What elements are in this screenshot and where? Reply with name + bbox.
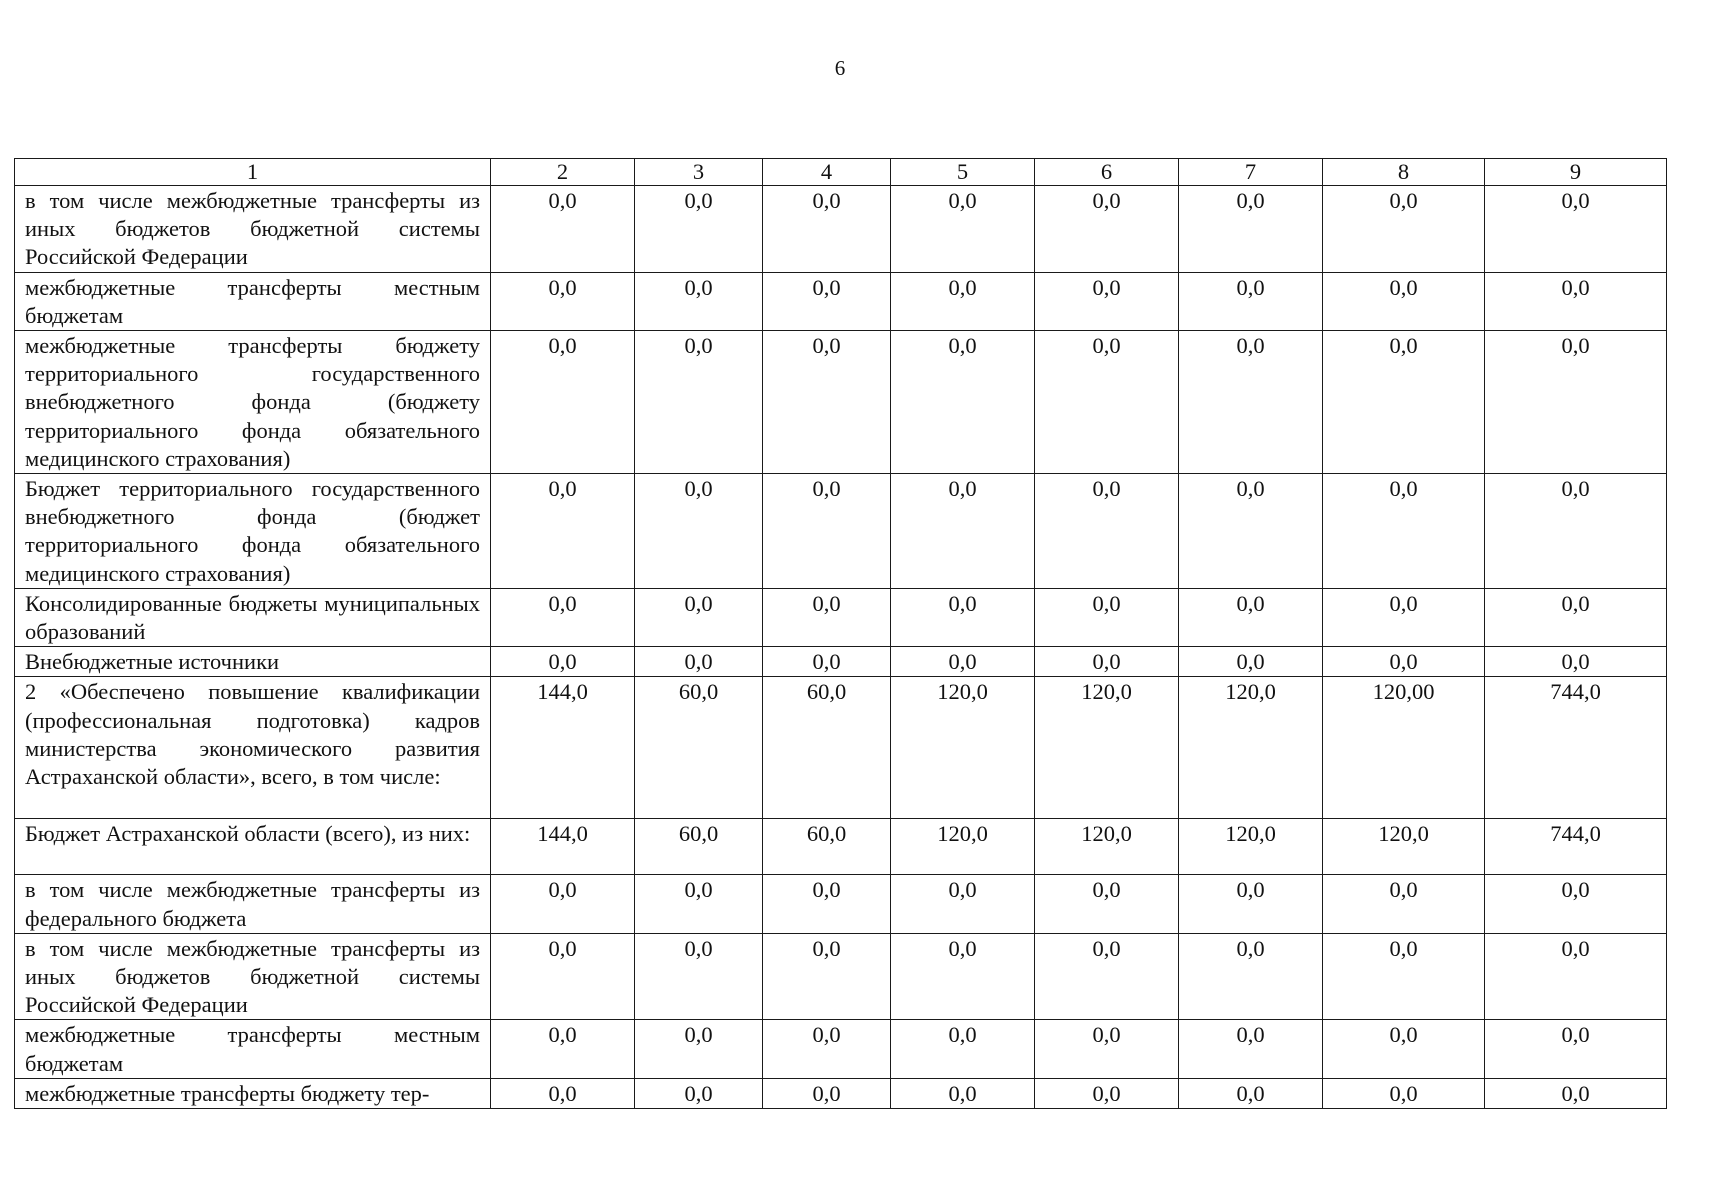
row-value-col-9: 0,0: [1485, 647, 1667, 677]
row-value-col-6: 0,0: [1035, 474, 1179, 589]
row-value-col-4: 0,0: [763, 1020, 891, 1078]
row-value-col-5: 120,0: [891, 677, 1035, 819]
row-value-col-5: 0,0: [891, 272, 1035, 330]
table-row: [15, 1078, 1667, 1108]
row-value-col-7: 0,0: [1179, 186, 1323, 273]
row-value-col-8: 0,0: [1323, 588, 1485, 646]
row-value-col-5: 0,0: [891, 331, 1035, 474]
row-value-col-5: 0,0: [891, 474, 1035, 589]
row-label: межбюджетные трансферты бюджету тер-: [15, 1078, 491, 1108]
row-value-col-5: 0,0: [891, 186, 1035, 273]
row-label: межбюджетные трансферты местным бюджетам: [15, 272, 491, 330]
row-value-col-3: 0,0: [635, 1020, 763, 1078]
row-value-col-2: 0,0: [491, 331, 635, 474]
row-value-col-2: 0,0: [491, 588, 635, 646]
row-label: межбюджетные трансферты бюджету территориального государственного внебюджетного фонда (бюджету территориального фонда обязательного медицинского страхования): [15, 331, 491, 474]
row-value-col-7: 0,0: [1179, 933, 1323, 1020]
row-value-col-8: 0,0: [1323, 474, 1485, 589]
table-row: [15, 272, 1667, 330]
row-value-col-8: 0,0: [1323, 272, 1485, 330]
budget-table: [14, 158, 1667, 1109]
row-value-col-3: 60,0: [635, 819, 763, 875]
row-value-col-6: 0,0: [1035, 272, 1179, 330]
row-value-col-6: 0,0: [1035, 647, 1179, 677]
row-value-col-4: 0,0: [763, 875, 891, 933]
row-label: Бюджет Астраханской области (всего), из них:: [15, 819, 491, 875]
table-row: [15, 875, 1667, 933]
table-row: [15, 186, 1667, 273]
row-value-col-6: 0,0: [1035, 875, 1179, 933]
row-label: 2 «Обеспечено повышение квалификации (профессиональная подготовка) кадров министерства экономического развития Астраханской области», всего, в том числе:: [15, 677, 491, 819]
row-value-col-9: 0,0: [1485, 1078, 1667, 1108]
row-value-col-3: 0,0: [635, 272, 763, 330]
row-value-col-9: 0,0: [1485, 1020, 1667, 1078]
row-label: межбюджетные трансферты местным бюджетам: [15, 1020, 491, 1078]
row-value-col-7: 0,0: [1179, 647, 1323, 677]
table-row: [15, 1020, 1667, 1078]
table-row: [15, 588, 1667, 646]
row-value-col-7: 0,0: [1179, 875, 1323, 933]
row-value-col-9: 0,0: [1485, 875, 1667, 933]
row-value-col-4: 0,0: [763, 186, 891, 273]
row-value-col-9: 744,0: [1485, 677, 1667, 819]
row-value-col-2: 0,0: [491, 186, 635, 273]
row-value-col-9: 0,0: [1485, 272, 1667, 330]
row-label: в том числе межбюджетные трансферты из федерального бюджета: [15, 875, 491, 933]
row-value-col-6: 0,0: [1035, 1020, 1179, 1078]
row-value-col-4: 0,0: [763, 474, 891, 589]
row-value-col-4: 0,0: [763, 272, 891, 330]
row-value-col-3: 0,0: [635, 474, 763, 589]
row-value-col-8: 0,0: [1323, 1078, 1485, 1108]
column-header-4: 4: [763, 159, 891, 186]
table-row: [15, 647, 1667, 677]
row-value-col-7: 0,0: [1179, 272, 1323, 330]
row-value-col-9: 0,0: [1485, 588, 1667, 646]
table-row: [15, 933, 1667, 1020]
row-value-col-5: 0,0: [891, 1078, 1035, 1108]
row-value-col-4: 60,0: [763, 819, 891, 875]
row-value-col-9: 0,0: [1485, 186, 1667, 273]
row-value-col-5: 0,0: [891, 933, 1035, 1020]
row-value-col-2: 144,0: [491, 819, 635, 875]
row-label: Внебюджетные источники: [15, 647, 491, 677]
row-value-col-7: 0,0: [1179, 474, 1323, 589]
row-value-col-6: 120,0: [1035, 819, 1179, 875]
row-value-col-6: 0,0: [1035, 186, 1179, 273]
column-header-6: 6: [1035, 159, 1179, 186]
row-value-col-6: 0,0: [1035, 331, 1179, 474]
row-value-col-4: 0,0: [763, 647, 891, 677]
row-value-col-5: 0,0: [891, 1020, 1035, 1078]
row-value-col-8: 0,0: [1323, 933, 1485, 1020]
column-header-2: 2: [491, 159, 635, 186]
row-value-col-8: 120,0: [1323, 819, 1485, 875]
column-header-1: 1: [15, 159, 491, 186]
row-label: Бюджет территориального государственного внебюджетного фонда (бюджет территориального фонда обязательного медицинского страхования): [15, 474, 491, 589]
row-value-col-8: 0,0: [1323, 1020, 1485, 1078]
row-value-col-5: 120,0: [891, 819, 1035, 875]
row-label: Консолидированные бюджеты муниципальных образований: [15, 588, 491, 646]
row-value-col-7: 0,0: [1179, 588, 1323, 646]
row-value-col-3: 0,0: [635, 875, 763, 933]
row-value-col-2: 0,0: [491, 647, 635, 677]
row-value-col-4: 60,0: [763, 677, 891, 819]
row-value-col-9: 0,0: [1485, 474, 1667, 589]
row-label: в том числе межбюджетные трансферты из иных бюджетов бюджетной системы Российской Федерации: [15, 186, 491, 273]
row-value-col-3: 0,0: [635, 331, 763, 474]
row-value-col-7: 120,0: [1179, 677, 1323, 819]
column-header-9: 9: [1485, 159, 1667, 186]
row-label: в том числе межбюджетные трансферты из иных бюджетов бюджетной системы Российской Федерации: [15, 933, 491, 1020]
row-value-col-6: 0,0: [1035, 933, 1179, 1020]
table-header-row: [15, 159, 1667, 186]
row-value-col-2: 0,0: [491, 1020, 635, 1078]
table-row: [15, 474, 1667, 589]
row-value-col-3: 60,0: [635, 677, 763, 819]
row-value-col-7: 120,0: [1179, 819, 1323, 875]
row-value-col-8: 0,0: [1323, 331, 1485, 474]
row-value-col-3: 0,0: [635, 647, 763, 677]
row-value-col-3: 0,0: [635, 1078, 763, 1108]
row-value-col-5: 0,0: [891, 647, 1035, 677]
table-row: [15, 677, 1667, 819]
row-value-col-7: 0,0: [1179, 331, 1323, 474]
row-value-col-2: 0,0: [491, 1078, 635, 1108]
row-value-col-9: 0,0: [1485, 331, 1667, 474]
row-value-col-3: 0,0: [635, 933, 763, 1020]
row-value-col-4: 0,0: [763, 331, 891, 474]
page-number: 6: [834, 56, 846, 80]
row-value-col-5: 0,0: [891, 588, 1035, 646]
row-value-col-8: 120,00: [1323, 677, 1485, 819]
row-value-col-6: 0,0: [1035, 588, 1179, 646]
row-value-col-4: 0,0: [763, 1078, 891, 1108]
row-value-col-8: 0,0: [1323, 186, 1485, 273]
row-value-col-8: 0,0: [1323, 647, 1485, 677]
row-value-col-5: 0,0: [891, 875, 1035, 933]
row-value-col-8: 0,0: [1323, 875, 1485, 933]
column-header-3: 3: [635, 159, 763, 186]
table-row: [15, 331, 1667, 474]
row-value-col-2: 0,0: [491, 933, 635, 1020]
table-row: [15, 819, 1667, 875]
column-header-7: 7: [1179, 159, 1323, 186]
row-value-col-7: 0,0: [1179, 1020, 1323, 1078]
row-value-col-3: 0,0: [635, 186, 763, 273]
row-value-col-6: 120,0: [1035, 677, 1179, 819]
row-value-col-2: 0,0: [491, 875, 635, 933]
row-value-col-4: 0,0: [763, 588, 891, 646]
row-value-col-2: 0,0: [491, 272, 635, 330]
row-value-col-2: 0,0: [491, 474, 635, 589]
row-value-col-3: 0,0: [635, 588, 763, 646]
column-header-8: 8: [1323, 159, 1485, 186]
row-value-col-4: 0,0: [763, 933, 891, 1020]
table-body: [15, 186, 1667, 1109]
row-value-col-9: 744,0: [1485, 819, 1667, 875]
column-header-5: 5: [891, 159, 1035, 186]
row-value-col-2: 144,0: [491, 677, 635, 819]
row-value-col-9: 0,0: [1485, 933, 1667, 1020]
row-value-col-6: 0,0: [1035, 1078, 1179, 1108]
row-value-col-7: 0,0: [1179, 1078, 1323, 1108]
